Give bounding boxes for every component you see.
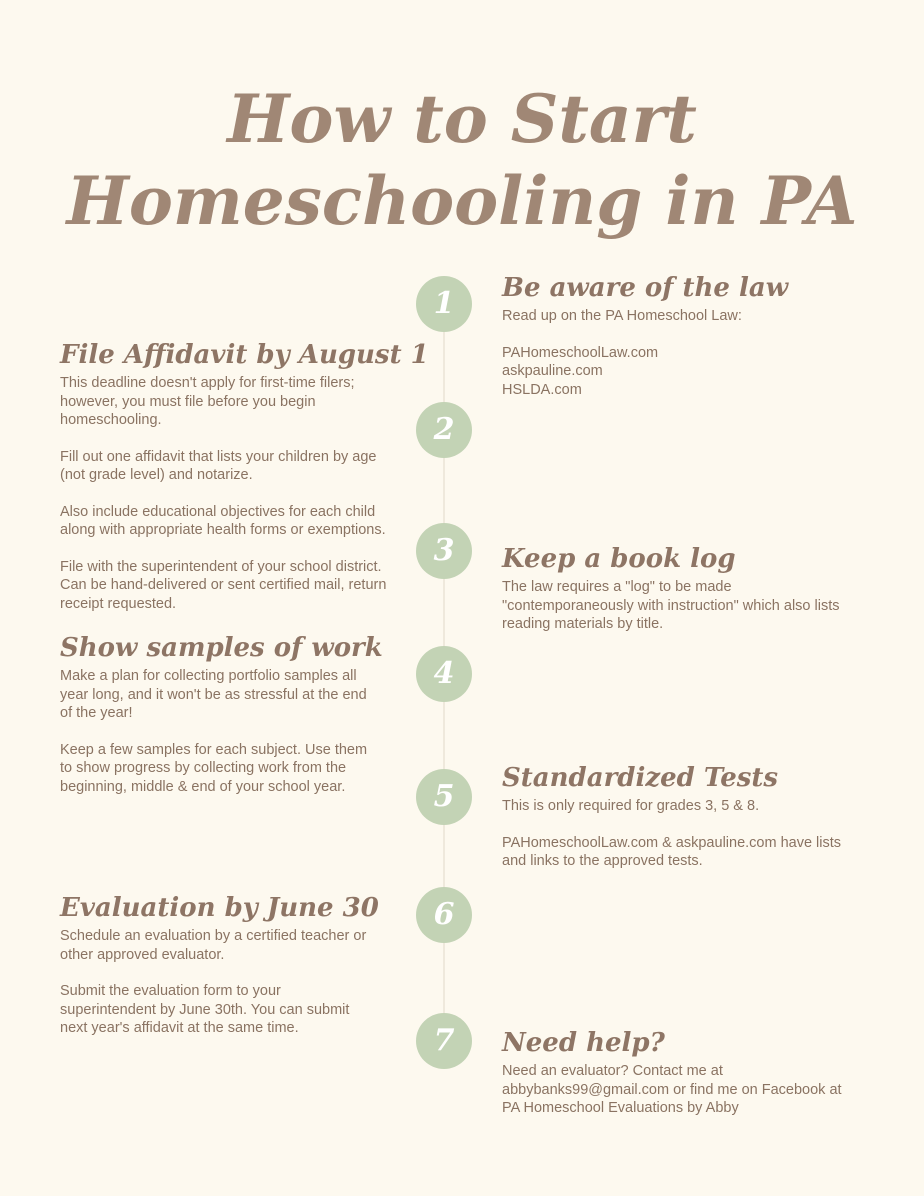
tests-paragraph: This is only required for grades 3, 5 & 8.	[502, 798, 760, 814]
section-file-affidavit	[60, 340, 429, 613]
section-help-title: Need help?	[502, 1028, 665, 1058]
section-affidavit-body	[60, 374, 405, 613]
section-tests-body	[502, 797, 862, 871]
link-pahomeschoollaw[interactable]: PAHomeschoolLaw.com	[502, 344, 659, 361]
section-affidavit-title: File Affidavit by August 1	[60, 340, 429, 370]
section-standardized-tests	[502, 763, 862, 871]
step-7-circle: 7	[416, 1013, 472, 1069]
step-4-circle: 4	[416, 646, 472, 702]
section-aware-of-law	[502, 273, 882, 399]
section-need-help	[502, 1028, 862, 1118]
step-1-circle: 1	[416, 276, 472, 332]
section-aware-intro: Read up on the PA Homeschool Law:	[502, 308, 742, 324]
section-samples-of-work	[60, 633, 383, 796]
section-help-body	[502, 1062, 862, 1118]
step-5-circle: 5	[416, 769, 472, 825]
section-evaluation-body	[60, 927, 380, 1038]
section-aware-body	[502, 307, 882, 399]
section-evaluation-title: Evaluation by June 30	[60, 893, 379, 923]
step-6-circle: 6	[416, 887, 472, 943]
section-booklog-title: Keep a book log	[502, 544, 736, 574]
help-paragraph: Need an evaluator? Contact me at abbybanks99@gmail.com or find me on Facebook at PA Homeschool Evaluations by Abby	[502, 1063, 842, 1116]
link-hslda[interactable]: HSLDA.com	[502, 381, 582, 398]
section-samples-body	[60, 667, 380, 796]
page-title	[0, 78, 924, 242]
affidavit-paragraph: File with the superintendent of your school district. Can be hand-delivered or sent certified mail, return receipt requested.	[60, 558, 387, 612]
samples-paragraph: Make a plan for collecting portfolio samples all year long, and it won't be as stressful at the end of the year!	[60, 668, 367, 721]
section-aware-title: Be aware of the law	[502, 273, 789, 303]
step-3-circle: 3	[416, 523, 472, 579]
section-tests-title: Standardized Tests	[502, 763, 779, 793]
booklog-paragraph: The law requires a "log" to be made "contemporaneously with instruction" which also lists reading materials by title.	[502, 579, 840, 632]
evaluation-paragraph: Submit the evaluation form to your superintendent by June 30th. You can submit next year's affidavit at the same time.	[60, 983, 350, 1036]
section-book-log	[502, 544, 862, 634]
section-booklog-body	[502, 578, 862, 634]
affidavit-paragraph: This deadline doesn't apply for first-time filers; however, you must file before you begin homeschooling.	[60, 375, 355, 428]
tests-paragraph: PAHomeschoolLaw.com & askpauline.com have lists and links to the approved tests.	[502, 834, 842, 869]
law-links-list	[502, 344, 882, 400]
evaluation-paragraph: Schedule an evaluation by a certified teacher or other approved evaluator.	[60, 928, 367, 963]
affidavit-paragraph: Fill out one affidavit that lists your children by age (not grade level) and notarize.	[60, 448, 377, 483]
affidavit-paragraph: Also include educational objectives for each child along with appropriate health forms or exemptions.	[60, 503, 386, 538]
step-2-circle: 2	[416, 402, 472, 458]
section-samples-title: Show samples of work	[60, 633, 383, 663]
page-title-line-2: Homeschooling in PA	[66, 162, 858, 240]
page-title-line-1: How to Start	[227, 80, 697, 158]
link-askpauline[interactable]: askpauline.com	[502, 363, 603, 379]
samples-paragraph: Keep a few samples for each subject. Use them to show progress by collecting work from the beginning, middle & end of your school year.	[60, 741, 368, 795]
section-evaluation	[60, 893, 380, 1038]
